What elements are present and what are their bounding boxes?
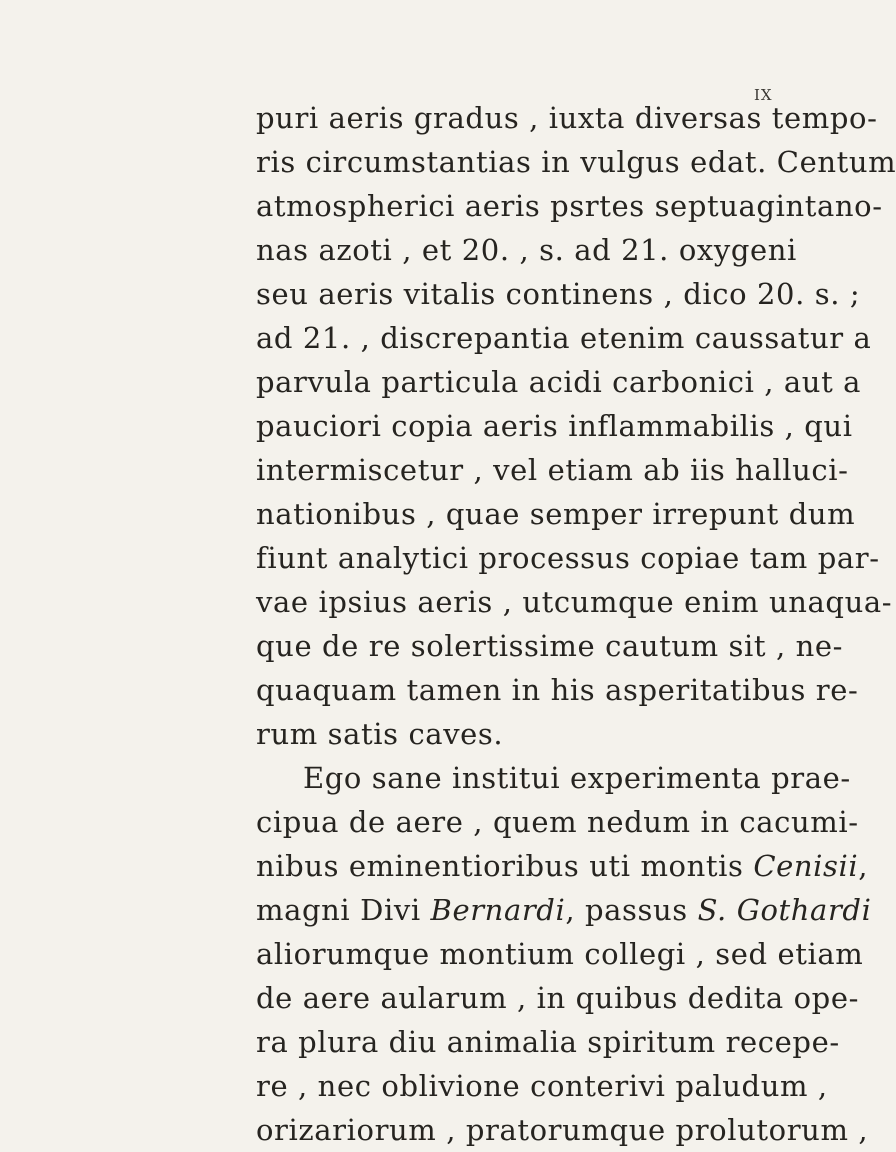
text-line xyxy=(256,888,872,932)
text-line: puri aeris gradus , iuxta diversas tempo- xyxy=(256,101,878,135)
text-line: vae ipsius aeris , utcumque enim unaqua- xyxy=(256,585,893,619)
text-fragment: magni Divi xyxy=(256,893,421,927)
text-line: fiunt analytici processus copiae tam par- xyxy=(256,541,880,575)
text-line: de aere aularum , in quibus dedita ope- xyxy=(256,981,860,1015)
italic-name: Cenisii xyxy=(753,849,859,883)
text-line: Ego sane institui experimenta prae- xyxy=(303,761,851,795)
text-line: nas azoti , et 20. , s. ad 21. oxygeni xyxy=(256,233,797,267)
text-line: pauciori copia aeris inflammabilis , qui xyxy=(256,409,853,443)
text-line xyxy=(256,844,869,888)
text-line: re , nec oblivione conterivi paludum , xyxy=(256,1069,828,1103)
text-line: atmospherici aeris psrtes septuagintano- xyxy=(256,189,883,223)
text-line: ra plura diu animalia spiritum recepe- xyxy=(256,1025,840,1059)
text-line: rum satis caves. xyxy=(256,717,504,751)
text-line: ad 21. , discrepantia etenim caussatur a xyxy=(256,321,872,355)
text-line: intermiscetur , vel etiam ab iis halluci- xyxy=(256,453,849,487)
text-line: parvula particula acidi carbonici , aut a xyxy=(256,365,862,399)
text-line: cipua de aere , quem nedum in cacumi- xyxy=(256,805,859,839)
page-number: IX xyxy=(754,86,773,104)
text-line: quaquam tamen in his asperitatibus re- xyxy=(256,673,859,707)
italic-name: Gothardi xyxy=(736,893,872,927)
text-line: orizariorum , pratorumque prolutorum , xyxy=(256,1113,869,1147)
text-fragment: nibus eminentioribus uti montis xyxy=(256,849,744,883)
text-line: que de re solertissime cautum sit , ne- xyxy=(256,629,844,663)
text-fragment: , xyxy=(858,849,869,883)
text-line: ris circumstantias in vulgus edat. Centum xyxy=(256,145,896,179)
text-line: seu aeris vitalis continens , dico 20. s. ; xyxy=(256,277,861,311)
text-line: nationibus , quae semper irrepunt dum xyxy=(256,497,856,531)
italic-name: S. xyxy=(697,893,727,927)
italic-name: Bernardi xyxy=(430,893,566,927)
text-fragment: , passus xyxy=(565,893,688,927)
text-line: aliorumque montium collegi , sed etiam xyxy=(256,937,864,971)
